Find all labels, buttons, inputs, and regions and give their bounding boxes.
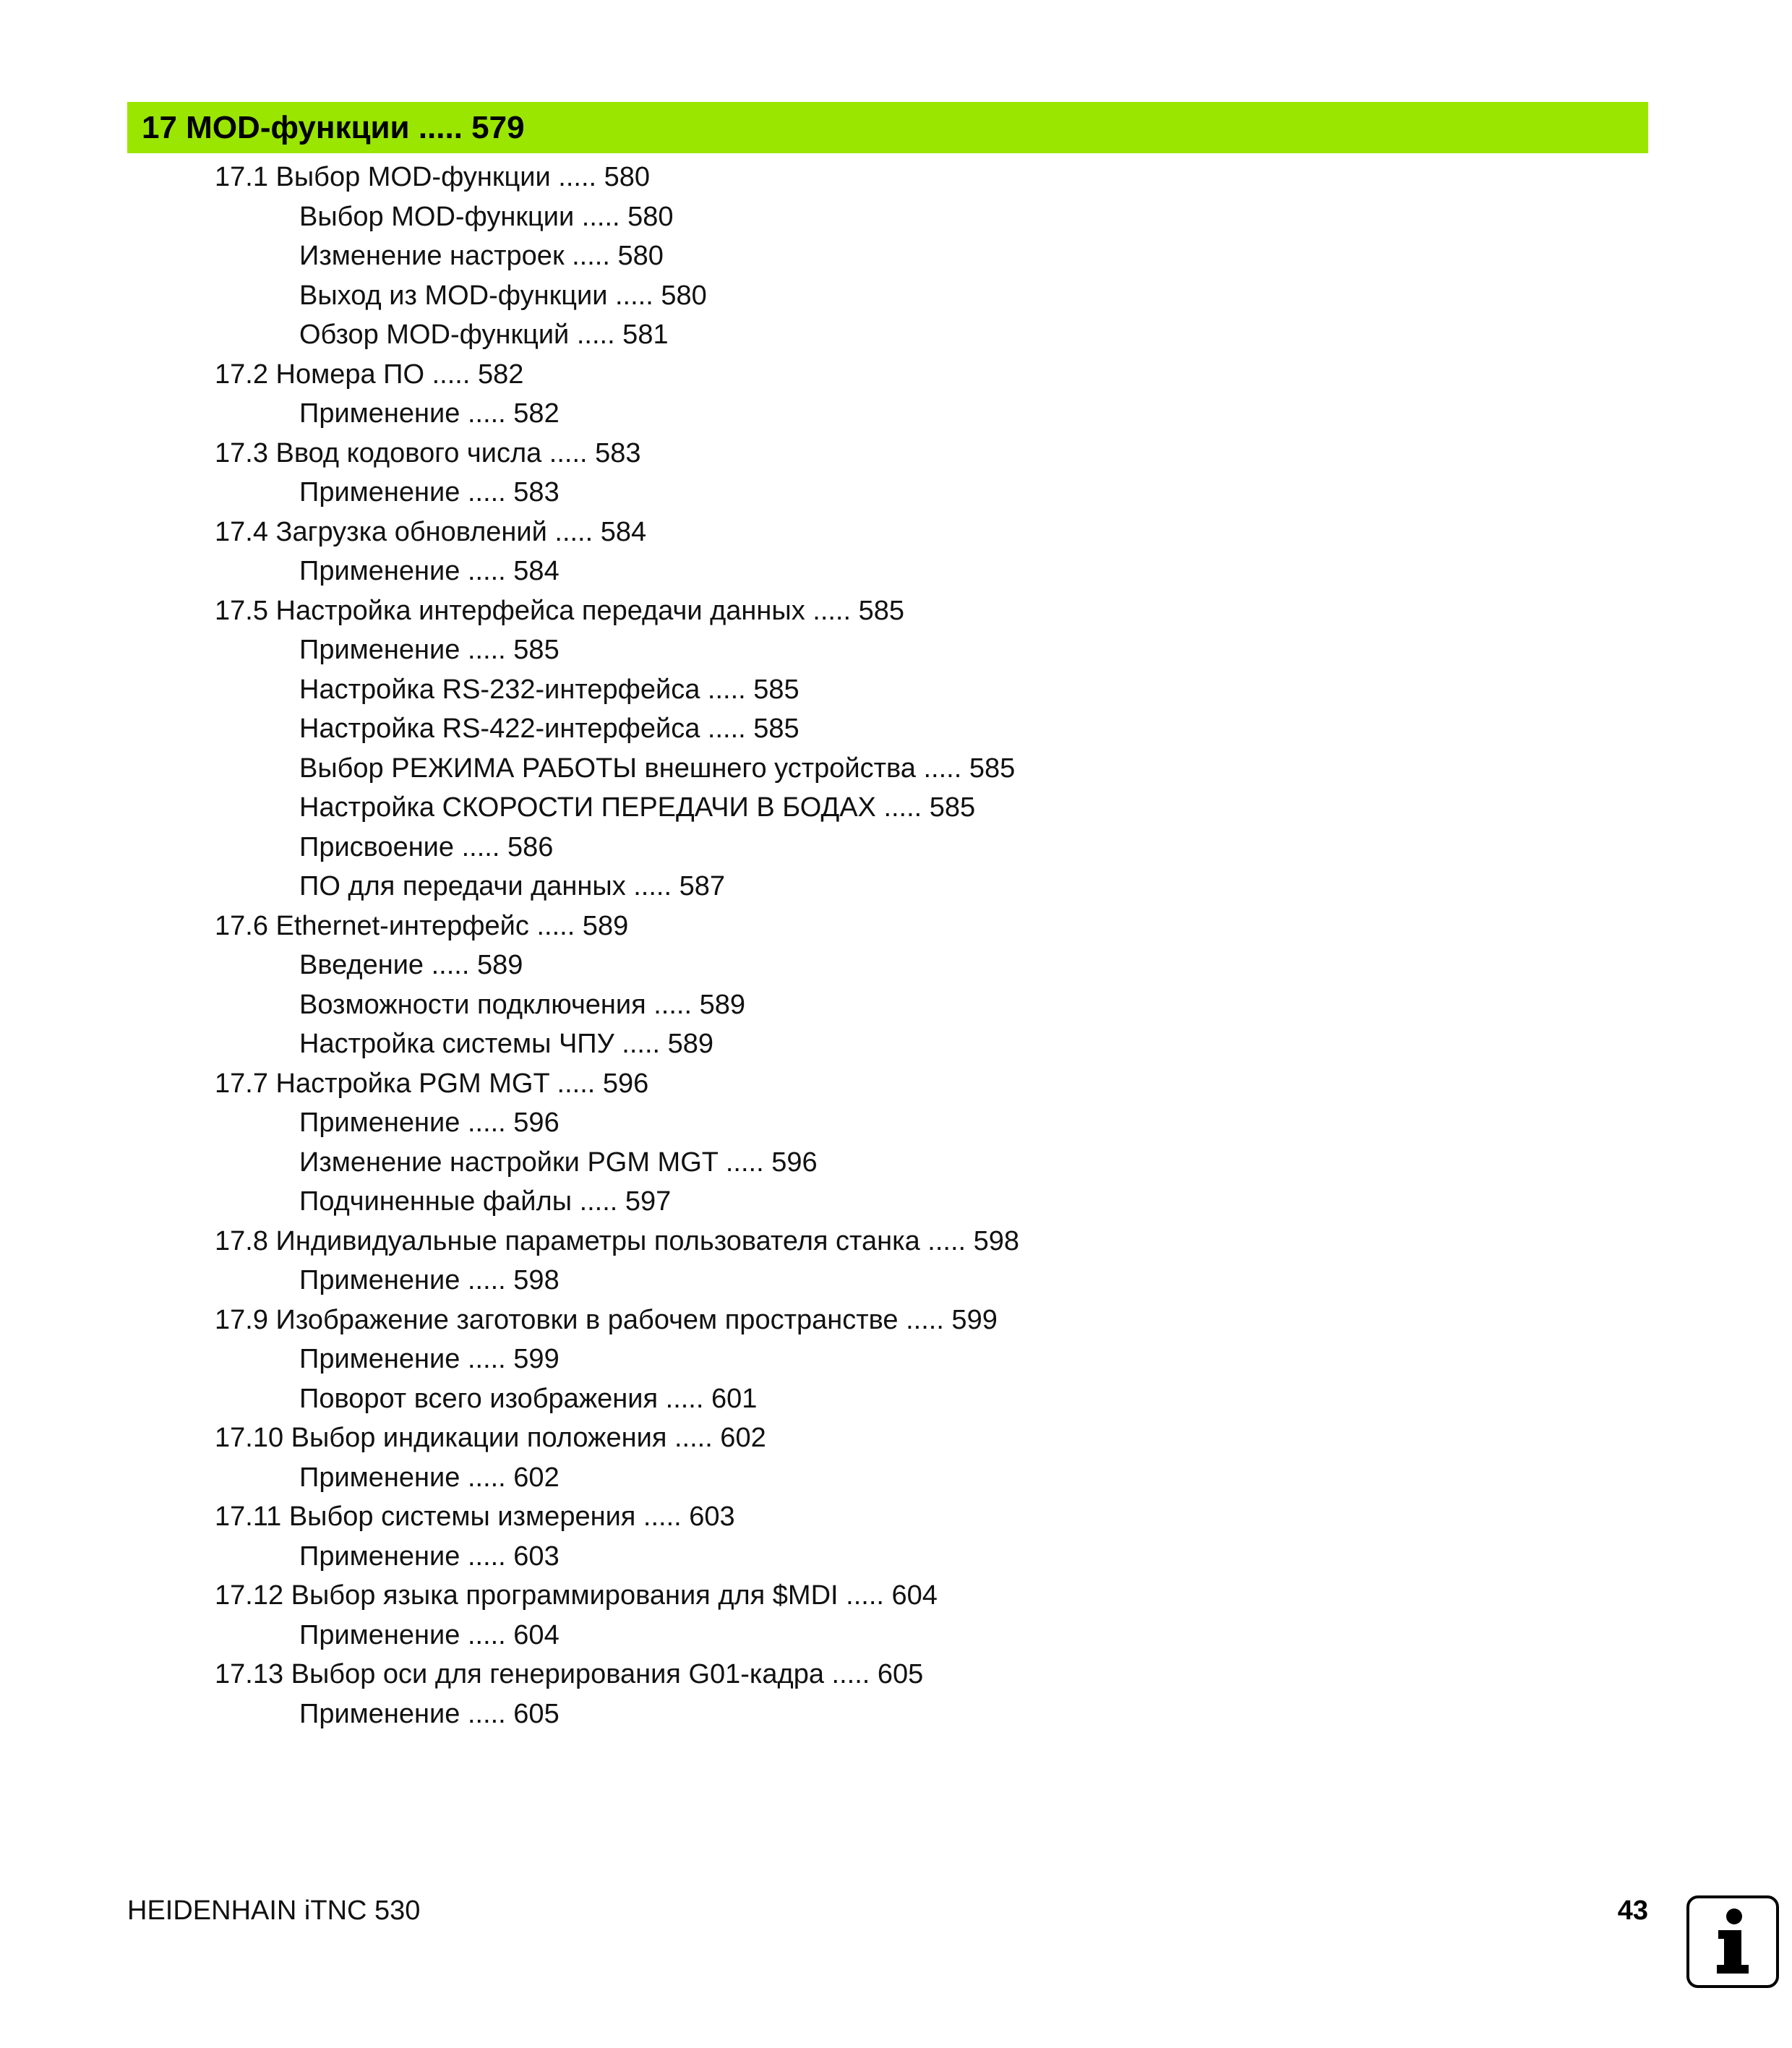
toc-subsection-entry[interactable]: Применение ..... 585 <box>299 635 560 665</box>
info-icon-glyph <box>1689 1898 1776 1985</box>
toc-subsection-entry[interactable]: Возможности подключения ..... 589 <box>299 989 745 1020</box>
toc-section-entry[interactable]: 17.3 Ввод кодового числа ..... 583 <box>215 437 641 468</box>
toc-subsection-entry[interactable]: Применение ..... 599 <box>299 1344 560 1374</box>
chapter-title[interactable]: 17 MOD-функции ..... 579 <box>142 109 525 145</box>
info-icon <box>1686 1895 1779 1988</box>
toc-section-entry[interactable]: 17.9 Изображение заготовки в рабочем пространстве ..... 599 <box>215 1304 998 1335</box>
toc-section-entry[interactable]: 17.13 Выбор оси для генерирования G01-кадра ..... 605 <box>215 1659 924 1689</box>
toc-subsection-entry[interactable]: Применение ..... 602 <box>299 1462 560 1493</box>
toc-subsection-entry[interactable]: Изменение настройки PGM MGT ..... 596 <box>299 1147 818 1178</box>
toc-subsection-entry[interactable]: Применение ..... 596 <box>299 1107 560 1138</box>
toc-section-entry[interactable]: 17.11 Выбор системы измерения ..... 603 <box>215 1501 735 1532</box>
footer-manual-title: HEIDENHAIN iTNC 530 <box>127 1895 421 1926</box>
toc-subsection-entry[interactable]: Применение ..... 583 <box>299 477 560 507</box>
toc-subsection-entry[interactable]: Применение ..... 584 <box>299 556 560 586</box>
toc-subsection-entry[interactable]: Настройка RS-422-интерфейса ..... 585 <box>299 714 799 744</box>
toc-subsection-entry[interactable]: Обзор MOD-функций ..... 581 <box>299 320 669 350</box>
toc-subsection-entry[interactable]: Настройка RS-232-интерфейса ..... 585 <box>299 674 799 705</box>
toc-section-entry[interactable]: 17.2 Номера ПО ..... 582 <box>215 359 524 390</box>
toc-subsection-entry[interactable]: Выбор MOD-функции ..... 580 <box>299 201 674 232</box>
toc-section-entry[interactable]: 17.4 Загрузка обновлений ..... 584 <box>215 516 647 547</box>
chapter-header <box>127 102 1648 153</box>
toc-subsection-entry[interactable]: Выбор РЕЖИМА РАБОТЫ внешнего устройства ..... 585 <box>299 753 1016 784</box>
toc-subsection-entry[interactable]: Применение ..... 604 <box>299 1619 560 1650</box>
toc-subsection-entry[interactable]: Настройка системы ЧПУ ..... 589 <box>299 1029 714 1059</box>
toc-subsection-entry[interactable]: Введение ..... 589 <box>299 950 523 980</box>
table-of-contents <box>0 158 1792 1734</box>
page-number: 43 <box>1617 1895 1648 1926</box>
toc-section-entry[interactable]: 17.12 Выбор языка программирования для $MDI ..... 604 <box>215 1580 938 1611</box>
toc-subsection-entry[interactable]: Настройка СКОРОСТИ ПЕРЕДАЧИ В БОДАХ ..... 585 <box>299 792 976 823</box>
toc-section-entry[interactable]: 17.7 Настройка PGM MGT ..... 596 <box>215 1068 649 1099</box>
toc-section-entry[interactable]: 17.5 Настройка интерфейса передачи данных ..... 585 <box>215 595 905 626</box>
toc-subsection-entry[interactable]: Поворот всего изображения ..... 601 <box>299 1383 758 1414</box>
toc-subsection-entry[interactable]: Применение ..... 605 <box>299 1698 560 1729</box>
toc-section-entry[interactable]: 17.1 Выбор MOD-функции ..... 580 <box>215 162 651 192</box>
toc-subsection-entry[interactable]: Изменение настроек ..... 580 <box>299 241 664 271</box>
toc-section-entry[interactable]: 17.6 Ethernet-интерфейс ..... 589 <box>215 910 629 941</box>
toc-subsection-entry[interactable]: ПО для передачи данных ..... 587 <box>299 871 725 901</box>
toc-subsection-entry[interactable]: Применение ..... 598 <box>299 1265 560 1295</box>
toc-section-entry[interactable]: 17.8 Индивидуальные параметры пользователя станка ..... 598 <box>215 1225 1020 1256</box>
toc-subsection-entry[interactable]: Выход из MOD-функции ..... 580 <box>299 280 707 311</box>
toc-section-entry[interactable]: 17.10 Выбор индикации положения ..... 602 <box>215 1423 766 1453</box>
toc-subsection-entry[interactable]: Применение ..... 603 <box>299 1541 560 1572</box>
toc-subsection-entry[interactable]: Присвоение ..... 586 <box>299 831 554 862</box>
toc-subsection-entry[interactable]: Применение ..... 582 <box>299 398 560 429</box>
toc-subsection-entry[interactable]: Подчиненные файлы ..... 597 <box>299 1186 672 1217</box>
